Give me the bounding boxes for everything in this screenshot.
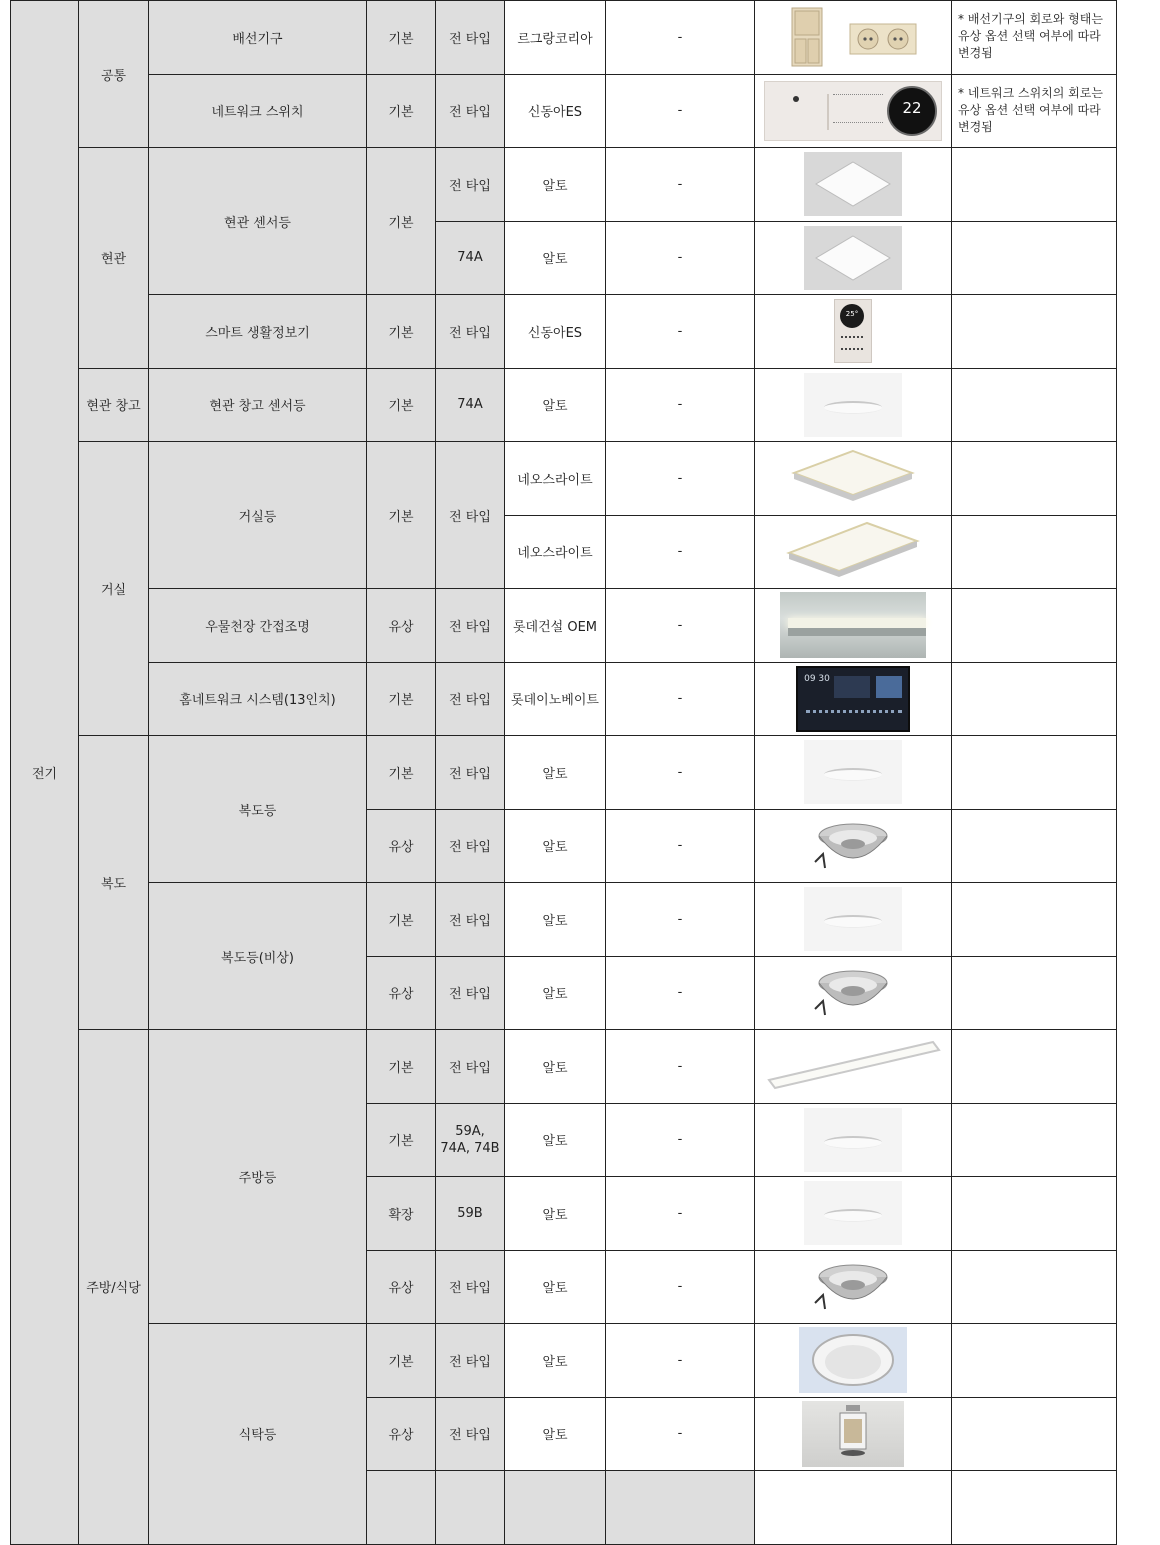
table-row (11, 883, 1117, 957)
type-cell: 전 타입 (436, 295, 505, 369)
spec-cell: - (606, 883, 755, 957)
image-cell (755, 1, 952, 75)
network-switch-icon (764, 81, 942, 141)
item-cell: 배선기구 (149, 1, 367, 75)
image-cell (755, 1030, 952, 1104)
spec-cell: - (606, 74, 755, 148)
spec-cell: - (606, 956, 755, 1030)
panel-display-text: 25° (845, 310, 859, 319)
reflector-downlight-icon (811, 814, 895, 878)
type-cell: 전 타입 (436, 883, 505, 957)
type-cell: 전 타입 (436, 809, 505, 883)
home-network-screen-icon (796, 666, 910, 732)
option-cell: 유상 (367, 1250, 436, 1324)
note-cell (952, 1250, 1117, 1324)
image-cell (755, 883, 952, 957)
maker-cell: 알토 (505, 1177, 606, 1251)
indirect-light-bar-icon (780, 592, 926, 658)
image-cell (755, 442, 952, 516)
spec-cell: - (606, 515, 755, 589)
round-downlight-icon (799, 1327, 907, 1393)
type-cell: 전 타입 (436, 74, 505, 148)
item-cell: 우물천장 간접조명 (149, 589, 367, 663)
image-cell (755, 662, 952, 736)
spec-cell: - (606, 221, 755, 295)
switch-display-text: 22 (902, 98, 922, 117)
space-cell-corridor: 복도 (79, 736, 149, 1030)
note-cell (952, 148, 1117, 222)
option-cell-continued (505, 1471, 606, 1545)
spot-pendant-light-icon (802, 1401, 904, 1467)
flush-downlight-icon (804, 1108, 902, 1172)
maker-cell: 알토 (505, 956, 606, 1030)
item-cell: 거실등 (149, 442, 367, 589)
maker-cell: 네오스라이트 (505, 515, 606, 589)
linear-panel-light-icon (765, 1036, 941, 1096)
image-cell (755, 736, 952, 810)
item-cell: 홈네트워크 시스템(13인치) (149, 662, 367, 736)
space-cell-entrance-storage: 현관 창고 (79, 368, 149, 442)
note-cell (952, 368, 1117, 442)
note-cell (952, 1324, 1117, 1398)
item-cell: 현관 창고 센서등 (149, 368, 367, 442)
option-cell: 유상 (367, 589, 436, 663)
type-cell: 전 타입 (436, 662, 505, 736)
maker-cell: 알토 (505, 368, 606, 442)
spec-cell: - (606, 662, 755, 736)
option-cell: 기본 (367, 1, 436, 75)
maker-cell: 알토 (505, 1397, 606, 1471)
note-cell (952, 1397, 1117, 1471)
table-row (11, 442, 1117, 516)
spec-cell: - (606, 809, 755, 883)
table-row (11, 589, 1117, 663)
item-cell: 스마트 생활정보기 (149, 295, 367, 369)
maker-cell: 알토 (505, 221, 606, 295)
type-cell: 전 타입 (436, 1397, 505, 1471)
option-cell: 기본 (367, 1030, 436, 1104)
option-cell: 기본 (367, 1103, 436, 1177)
square-panel-light-icon (804, 226, 902, 290)
note-cell (952, 736, 1117, 810)
type-cell: 74A (436, 221, 505, 295)
reflector-downlight-icon (811, 1255, 895, 1319)
note-cell (952, 1030, 1117, 1104)
space-cell-entrance: 현관 (79, 148, 149, 369)
maker-cell: 알토 (505, 736, 606, 810)
type-cell: 전 타입 (436, 589, 505, 663)
flush-downlight-icon (804, 373, 902, 437)
option-cell: 기본 (367, 148, 436, 295)
note-cell (952, 956, 1117, 1030)
option-cell: 기본 (367, 1324, 436, 1398)
flush-downlight-icon (804, 1181, 902, 1245)
table-row (11, 295, 1117, 369)
type-cell: 전 타입 (436, 1030, 505, 1104)
image-cell (755, 221, 952, 295)
spec-cell: - (606, 1397, 755, 1471)
item-cell-continued (436, 1471, 505, 1545)
table-row (11, 1, 1117, 75)
image-cell (755, 515, 952, 589)
maker-cell: 신동아ES (505, 74, 606, 148)
note-cell (952, 662, 1117, 736)
type-cell: 전 타입 (436, 442, 505, 589)
type-cell: 전 타입 (436, 148, 505, 222)
image-cell (755, 1250, 952, 1324)
option-cell: 기본 (367, 883, 436, 957)
spec-cell: - (606, 1103, 755, 1177)
table-row (11, 74, 1117, 148)
discipline-cell: 전기 (11, 1, 79, 1545)
table-row (11, 662, 1117, 736)
image-cell (755, 1397, 952, 1471)
square-ceiling-light-icon (788, 445, 918, 511)
spec-cell: - (606, 1324, 755, 1398)
maker-cell-continued (755, 1471, 952, 1545)
option-cell: 유상 (367, 1397, 436, 1471)
space-cell-kitchen: 주방/식당 (79, 1030, 149, 1545)
note-cell (952, 1103, 1117, 1177)
maker-cell: 알토 (505, 1324, 606, 1398)
maker-cell: 알토 (505, 1030, 606, 1104)
electrical-spec-table (10, 0, 1117, 1545)
space-cell-living: 거실 (79, 442, 149, 736)
space-cell-common: 공통 (79, 1, 149, 148)
type-cell: 74A (436, 368, 505, 442)
note-cell: * 배선기구의 회로와 형태는 유상 옵션 선택 여부에 따라 변경됨 (952, 1, 1117, 75)
maker-cell: 알토 (505, 883, 606, 957)
spec-cell: - (606, 1177, 755, 1251)
spec-cell: - (606, 368, 755, 442)
maker-cell: 알토 (505, 1103, 606, 1177)
note-cell (952, 1177, 1117, 1251)
image-cell (755, 295, 952, 369)
note-cell (952, 883, 1117, 957)
flush-downlight-icon (804, 740, 902, 804)
type-cell: 전 타입 (436, 1250, 505, 1324)
item-cell: 복도등(비상) (149, 883, 367, 1030)
spec-cell: - (606, 1030, 755, 1104)
maker-cell: 알토 (505, 809, 606, 883)
maker-cell: 알토 (505, 1250, 606, 1324)
option-cell: 유상 (367, 956, 436, 1030)
screen-clock-text: 09 30 (804, 673, 830, 684)
reflector-downlight-icon (811, 961, 895, 1025)
spec-cell: - (606, 1250, 755, 1324)
table-row (11, 368, 1117, 442)
type-cell: 전 타입 (436, 736, 505, 810)
image-cell (755, 956, 952, 1030)
image-cell (755, 74, 952, 148)
type-cell: 전 타입 (436, 956, 505, 1030)
option-cell: 기본 (367, 442, 436, 589)
type-cell: 전 타입 (436, 1324, 505, 1398)
item-cell: 현관 센서등 (149, 148, 367, 295)
option-cell: 기본 (367, 662, 436, 736)
maker-cell: 르그랑코리아 (505, 1, 606, 75)
option-cell: 확장 (367, 1177, 436, 1251)
note-cell (952, 442, 1117, 516)
note-cell (952, 221, 1117, 295)
maker-cell: 네오스라이트 (505, 442, 606, 516)
spec-cell: - (606, 148, 755, 222)
table-row (11, 148, 1117, 222)
item-cell: 복도등 (149, 736, 367, 883)
note-cell (952, 515, 1117, 589)
maker-cell: 롯데이노베이트 (505, 662, 606, 736)
maker-cell: 신동아ES (505, 295, 606, 369)
image-cell (755, 1324, 952, 1398)
image-cell (755, 589, 952, 663)
option-cell: 기본 (367, 368, 436, 442)
wiring-device-icon (788, 6, 918, 68)
spec-cell: - (606, 295, 755, 369)
square-panel-light-icon (804, 152, 902, 216)
type-cell: 전 타입 (436, 1, 505, 75)
item-cell: 네트워크 스위치 (149, 74, 367, 148)
image-cell (755, 1103, 952, 1177)
image-cell (755, 368, 952, 442)
image-cell (755, 1177, 952, 1251)
item-cell: 주방등 (149, 1030, 367, 1324)
item-cell: 식탁등 (149, 1324, 367, 1545)
table-row (11, 736, 1117, 810)
spec-cell: - (606, 736, 755, 810)
option-cell: 기본 (367, 74, 436, 148)
option-cell: 기본 (367, 295, 436, 369)
space-cell-continued (367, 1471, 436, 1545)
type-cell: 59B (436, 1177, 505, 1251)
image-cell (755, 809, 952, 883)
note-cell: * 네트워크 스위치의 회로는 유상 옵션 선택 여부에 따라 변경됨 (952, 74, 1117, 148)
spec-cell-continued (952, 1471, 1117, 1545)
note-cell (952, 809, 1117, 883)
option-cell: 기본 (367, 736, 436, 810)
smart-info-panel-icon (834, 299, 872, 363)
spec-cell: - (606, 1, 755, 75)
spec-cell: - (606, 442, 755, 516)
table-row (11, 1030, 1117, 1104)
type-cell-continued (606, 1471, 755, 1545)
note-cell (952, 295, 1117, 369)
maker-cell: 알토 (505, 148, 606, 222)
image-cell (755, 148, 952, 222)
option-cell: 유상 (367, 809, 436, 883)
spec-cell: - (606, 589, 755, 663)
note-cell (952, 589, 1117, 663)
flush-downlight-icon (804, 887, 902, 951)
type-cell: 59A, 74A, 74B (436, 1103, 505, 1177)
table-row (11, 1324, 1117, 1398)
rect-ceiling-light-icon (785, 519, 921, 585)
maker-cell: 롯데건설 OEM (505, 589, 606, 663)
